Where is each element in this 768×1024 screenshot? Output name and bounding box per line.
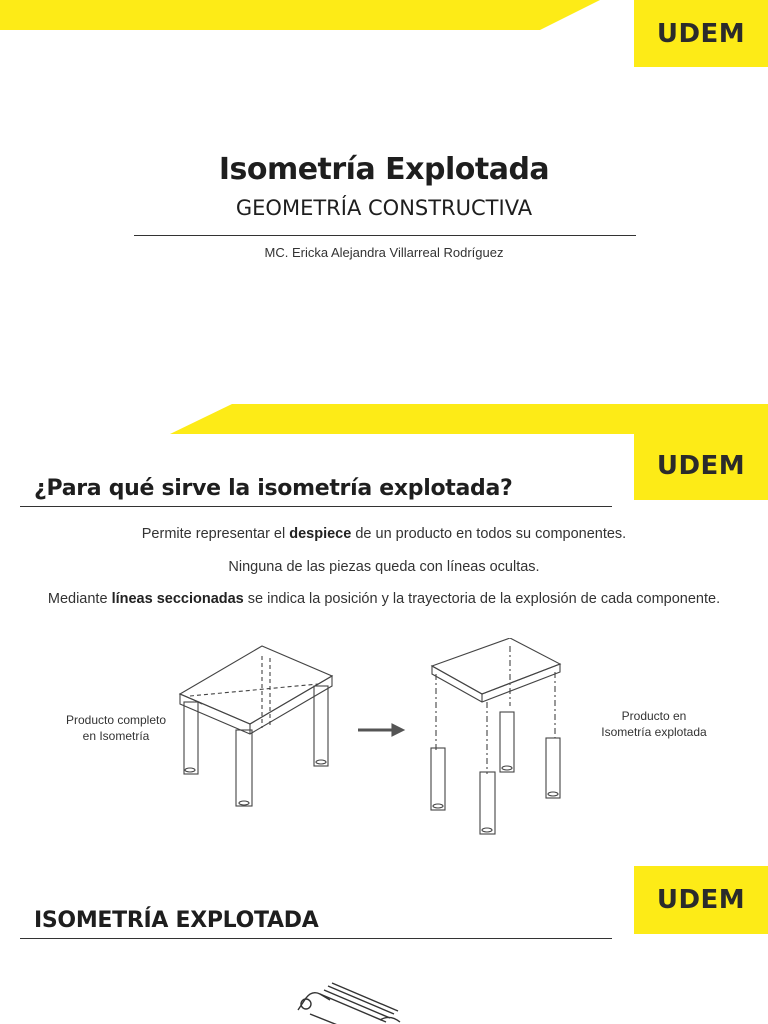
udem-logo	[634, 432, 768, 500]
leg	[184, 702, 198, 774]
section-heading: ¿Para qué sirve la isometría explotada?	[34, 476, 513, 501]
yellow-banner-right	[0, 404, 768, 434]
bold-text: líneas seccionadas	[111, 591, 244, 607]
caption-line: en Isometría	[82, 729, 150, 743]
bold-text: despiece	[289, 526, 352, 542]
arrow-head	[392, 724, 404, 736]
heading-divider	[20, 506, 612, 507]
paragraph-no-hidden-lines: Ninguna de las piezas queda con líneas ocultas.	[228, 559, 540, 575]
caption-assembled	[52, 712, 180, 744]
caption-exploded	[588, 708, 720, 740]
udem-logo	[634, 866, 768, 934]
text: de un producto en todos su componentes.	[351, 526, 627, 542]
paragraph-despiece	[30, 526, 738, 543]
slide-exploded-isometry	[0, 860, 768, 1024]
caption-line: Producto en	[621, 709, 687, 723]
text: se indica la posición y la trayectoria de la explosión de cada componente.	[243, 591, 721, 607]
exploded-leg	[546, 738, 560, 798]
text: Mediante	[47, 591, 112, 607]
udem-logo-text: UDEM	[656, 885, 746, 915]
text: Permite representar el	[141, 526, 290, 542]
page-title: Isometría Explotada	[218, 152, 550, 187]
section-heading: ISOMETRÍA EXPLOTADA	[34, 908, 319, 933]
exploded-leg	[480, 772, 495, 834]
slide-purpose	[0, 404, 768, 856]
udem-logo-text: UDEM	[656, 18, 746, 49]
caption-line: Isometría explotada	[601, 725, 707, 739]
exploded-leg	[500, 712, 514, 772]
exploded-part-illustration	[290, 970, 430, 1024]
caption-line: Producto completo	[65, 713, 167, 727]
heading-divider	[20, 938, 612, 939]
exploded-leg	[431, 748, 445, 810]
leg	[236, 730, 252, 806]
udem-logo-text: UDEM	[656, 451, 746, 481]
exploded-top	[432, 638, 560, 694]
paragraph-sectioned-lines	[30, 591, 738, 608]
page-subtitle: GEOMETRÍA CONSTRUCTIVA	[235, 196, 533, 220]
leg	[314, 686, 328, 766]
title-divider	[134, 235, 636, 236]
slide-title	[0, 0, 768, 400]
udem-logo	[634, 0, 768, 67]
author-name: MC. Ericka Alejandra Villarreal Rodríguez	[264, 245, 504, 260]
